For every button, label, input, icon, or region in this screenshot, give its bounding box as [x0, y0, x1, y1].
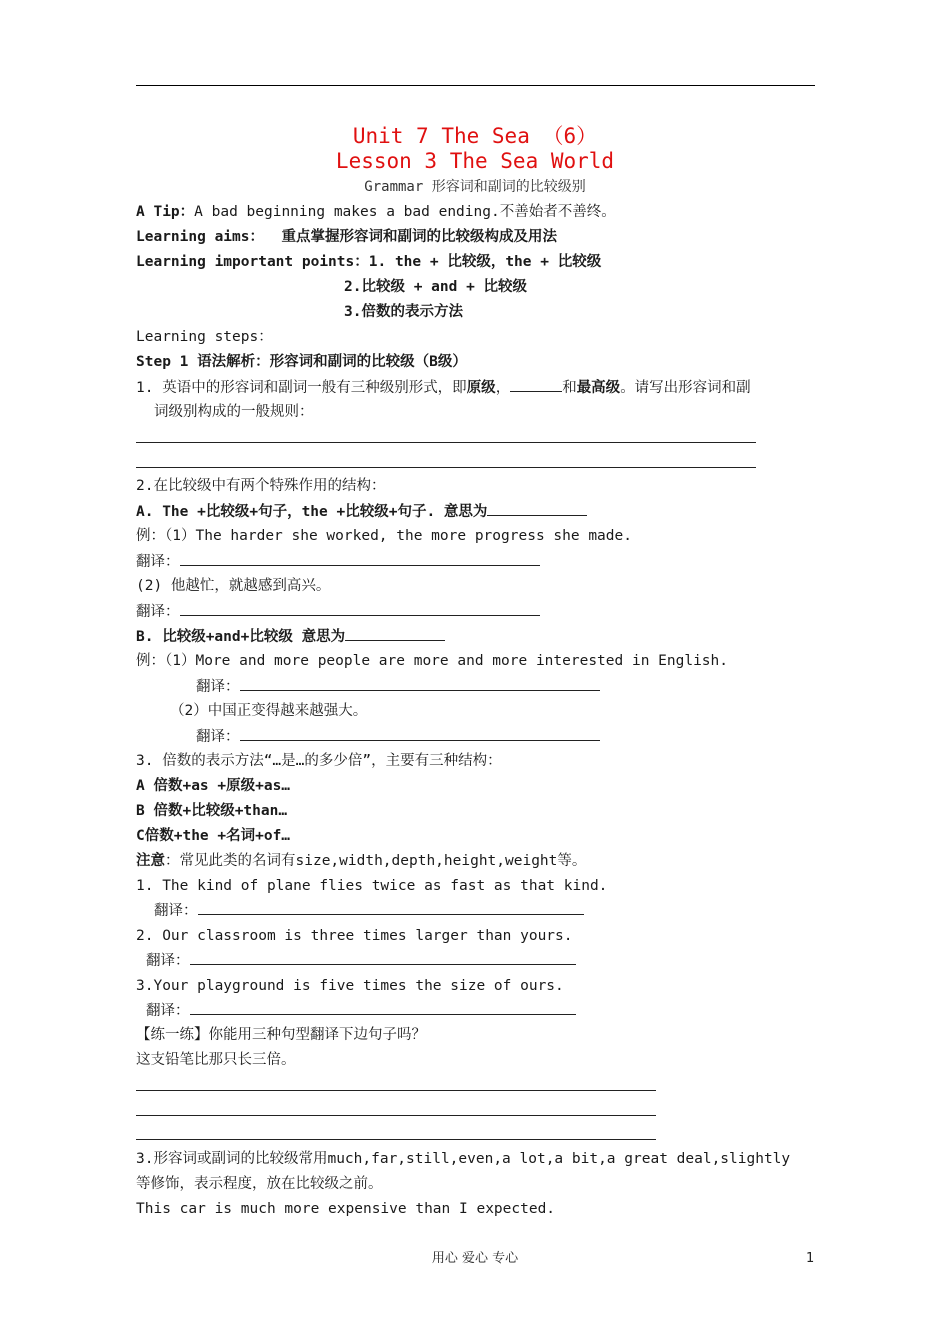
translation-blank[interactable]: [240, 726, 600, 741]
struct-a: A 倍数+as +原级+as…: [136, 778, 291, 794]
sentence-1-translation: [154, 900, 584, 921]
example-4: （2）中国正变得越来越强大。: [170, 703, 368, 719]
note-label: 注意: [136, 853, 165, 869]
question-1-line2: 词级别构成的一般规则：: [154, 404, 314, 420]
aims-text: 重点掌握形容词和副词的比较级构成及用法: [281, 229, 557, 245]
translation-4: [196, 726, 600, 747]
tip-text: A bad beginning makes a bad ending.不善始者不善终。: [194, 204, 616, 220]
tip-label: A Tip：: [136, 204, 195, 220]
translation-label: 翻译：: [154, 903, 198, 919]
q1-blank[interactable]: [510, 377, 562, 392]
q1-and: 和: [562, 380, 577, 396]
answer-line[interactable]: [136, 1090, 656, 1091]
grammar-subtitle: Grammar 形容词和副词的比较级别: [364, 179, 586, 195]
aims-line: [136, 227, 557, 247]
practice-sentence: 这支铅笔比那只长三倍。: [136, 1052, 296, 1068]
q1-text-a: 1. 英语中的形容词和副词一般有三种级别形式，即: [136, 380, 467, 396]
answer-line[interactable]: [136, 1115, 656, 1116]
translation-blank[interactable]: [190, 1000, 576, 1015]
point-1: 1. the + 比较级，the + 比较级: [368, 254, 602, 270]
modifier-note-line1: 3.形容词或副词的比较级常用much,far,still,even,a lot,a bit,a great deal,slightly: [136, 1151, 791, 1167]
points-label: Learning important points：: [136, 254, 369, 270]
translation-label: 翻译：: [146, 1003, 190, 1019]
sentence-3: 3.Your playground is five times the size of ours.: [136, 978, 564, 994]
footer-text: 用心 爱心 专心: [431, 1251, 519, 1266]
question-1: [136, 377, 751, 398]
sentence-2-translation: [146, 950, 576, 971]
q1-superlative: 最高级: [576, 380, 621, 396]
translation-blank[interactable]: [198, 900, 584, 915]
steps-label: Learning steps：: [136, 329, 273, 345]
example-1: 例：（1）The harder she worked, the more progress she made.: [136, 528, 632, 544]
translation-blank[interactable]: [240, 676, 600, 691]
example-3: 例：（1）More and more people are more and more interested in English.: [136, 653, 728, 669]
note-line: [136, 851, 586, 871]
answer-line[interactable]: [136, 1139, 656, 1140]
sentence-1: 1. The kind of plane flies twice as fast as that kind.: [136, 878, 608, 894]
translation-label: 翻译：: [146, 953, 190, 969]
step1-heading: Step 1 语法解析：形容词和副词的比较级（B级）: [136, 354, 467, 370]
question-3: 3. 倍数的表示方法“…是…的多少倍”，主要有三种结构：: [136, 753, 502, 769]
sentence-3-translation: [146, 1000, 576, 1021]
translation-label: 翻译：: [136, 554, 180, 570]
translation-blank[interactable]: [180, 601, 540, 616]
tip-line: [136, 202, 616, 222]
struct-a-heading: [136, 501, 587, 522]
unit-title: Unit 7 The Sea （6）: [352, 124, 598, 148]
translation-3: [196, 676, 600, 697]
practice-prompt: 【练一练】你能用三种句型翻译下边句子吗？: [136, 1027, 426, 1043]
struct-b-blank[interactable]: [345, 626, 445, 641]
translation-label: 翻译：: [196, 729, 240, 745]
example-2: (2) 他越忙，就越感到高兴。: [136, 578, 331, 594]
answer-line[interactable]: [136, 442, 756, 443]
translation-blank[interactable]: [180, 551, 540, 566]
point-2: 2.比较级 + and + 比较级: [344, 279, 528, 295]
final-example: This car is much more expensive than I expected.: [136, 1201, 556, 1217]
aims-label: Learning aims：: [136, 229, 264, 245]
struct-b-text: B. 比较级+and+比较级 意思为: [136, 629, 346, 645]
translation-label: 翻译：: [136, 604, 180, 620]
q1-positive: 原级: [466, 380, 496, 396]
page-number: 1: [806, 1251, 815, 1266]
question-2: 2.在比较级中有两个特殊作用的结构：: [136, 478, 386, 494]
point-3: 3.倍数的表示方法: [344, 304, 463, 320]
struct-a-text: A. The +比较级+句子，the +比较级+句子. 意思为: [136, 504, 488, 520]
points-line: [136, 252, 601, 272]
struct-a-blank[interactable]: [487, 501, 587, 516]
translation-1: [136, 551, 540, 572]
sentence-2: 2. Our classroom is three times larger than yours.: [136, 928, 573, 944]
struct-b: B 倍数+比较级+than…: [136, 803, 288, 819]
translation-2: [136, 601, 540, 622]
note-text: ：常见此类的名词有size,width,depth,height,weight等。: [165, 853, 587, 869]
translation-blank[interactable]: [190, 950, 576, 965]
struct-b-heading: [136, 626, 445, 647]
modifier-note-line2: 等修饰，表示程度，放在比较级之前。: [136, 1176, 383, 1192]
answer-line[interactable]: [136, 467, 756, 468]
lesson-title: Lesson 3 The Sea World: [335, 149, 615, 173]
q1-comma: ，: [495, 380, 511, 396]
q1-text-f: 。请写出形容词和副: [620, 380, 751, 396]
struct-c: C倍数+the +名词+of…: [136, 828, 291, 844]
top-rule: [136, 85, 815, 86]
translation-label: 翻译：: [196, 679, 240, 695]
